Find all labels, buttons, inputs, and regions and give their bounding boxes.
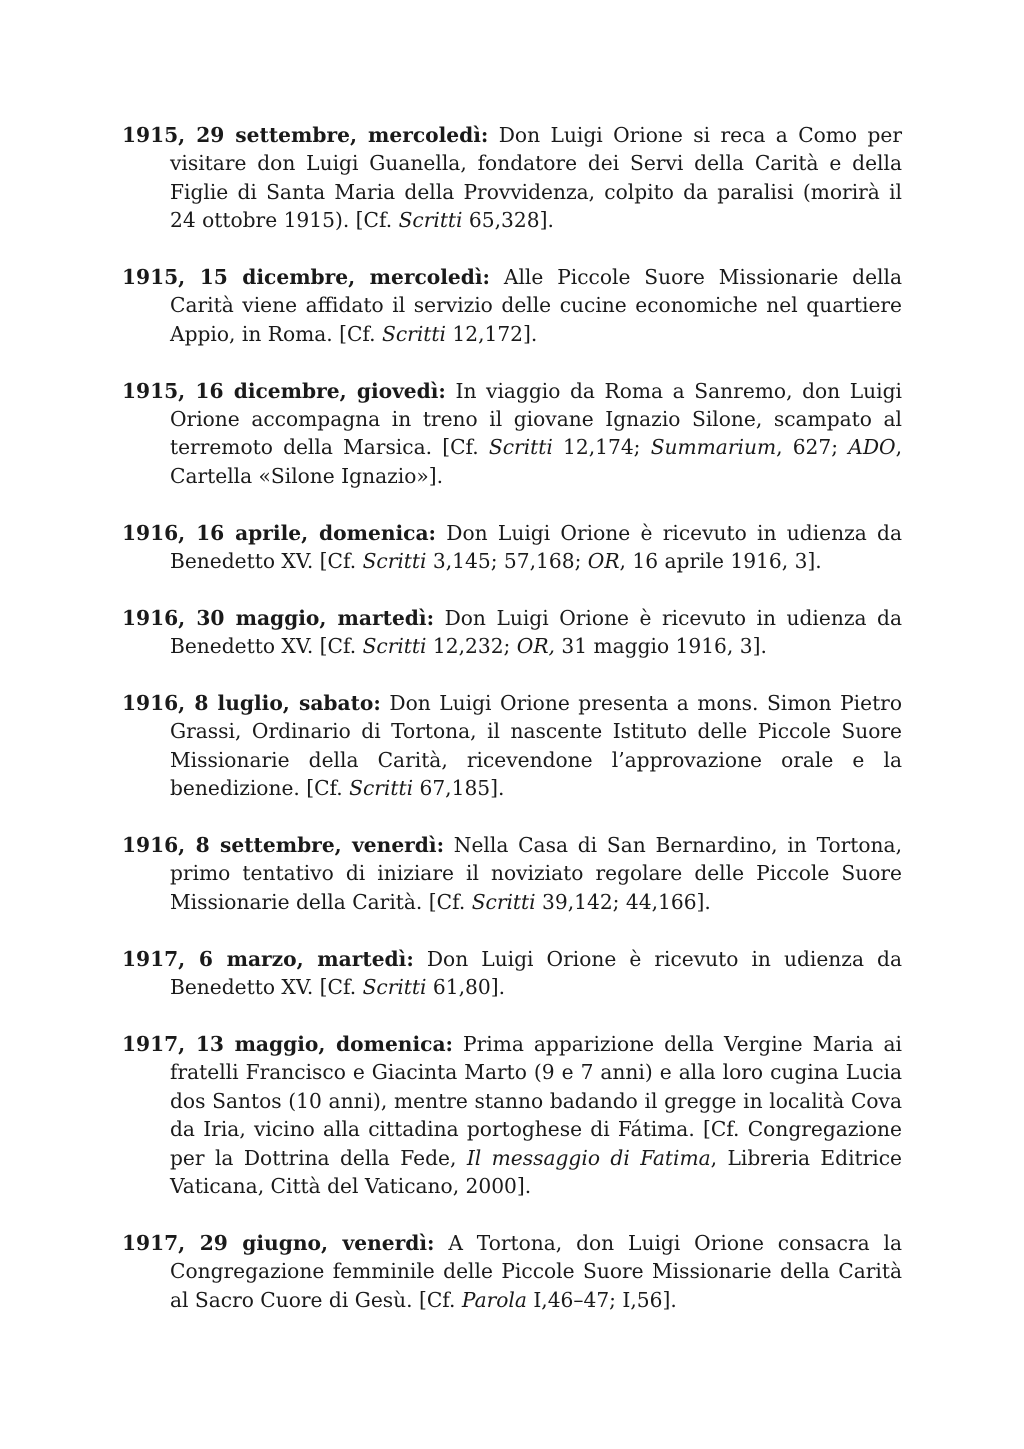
entry-date: 1917, 29 giugno, venerdì: [122,1230,435,1255]
entry-date: 1916, 8 settembre, venerdì: [122,833,445,858]
entry-date: 1915, 16 dicembre, giovedì: [122,378,446,403]
chronology-entry-10: 1917, 29 giugno, venerdì: A Tortona, don Luigi Orione consacra la Congregazione femminile delle Piccole Suore Missionarie della Carità al Sacro Cuore di Gesù. [Cf. Parola I,46–47; I,56]. [122,1230,903,1312]
entry-date: 1917, 6 marzo, martedì: [122,946,414,971]
entry-date: 1916, 30 maggio, martedì: [122,605,435,630]
chronology-entry-8: 1917, 6 marzo, martedì: Don Luigi Orione è ricevuto in udienza da Benedetto XV. [Cf. Scritti 61,80]. [122,946,902,1000]
chronology-entry-9: 1917, 13 maggio, domenica: Prima apparizione della Vergine Maria ai fratelli Francisco e Giacinta Marto (9 e 7 anni) e alla loro cugina Lucia dos Santos (10 anni), mentre stanno badando il gregge in località Cova da Iria, vicino alla cittadina portoghese di Fátima. [Cf. Congregazione per la Dottrina della Fede, Il messaggio di Fatima, Libreria Editrice Vaticana, Città del Vaticano, 2000]. [122,1031,903,1198]
chronology-entry-7: 1916, 8 settembre, venerdì: Nella Casa di San Bernardino, in Tortona, primo tentativo di iniziare il noviziato regolare delle Piccole Suore Missionarie della Carità. [Cf. Scritti 39,142; 44,166]. [122,833,902,914]
chronology-entry-2: 1915, 15 dicembre, mercoledì: Alle Piccole Suore Missionarie della Carità viene affidato il servizio delle cucine economiche nel quartiere Appio, in Roma. [Cf. Scritti 12,172]. [122,265,902,346]
chronology-entry-3: 1915, 16 dicembre, giovedì: In viaggio da Roma a Sanremo, don Luigi Orione accompagna in treno il giovane Ignazio Silone, scampato al terremoto della Marsica. [Cf. Scritti 12,174; Summarium, 627; ADO, Cartella «Silone Ignazio»]. [122,378,902,488]
entry-date: 1916, 16 aprile, domenica: [122,520,436,545]
chronology-entry-4: 1916, 16 aprile, domenica: Don Luigi Orione è ricevuto in udienza da Benedetto XV. [Cf. Scritti 3,145; 57,168; OR, 16 aprile 1916, 3]. [122,520,903,574]
chronology-entry-1: 1915, 29 settembre, mercoledì: Don Luigi Orione si reca a Como per visitare don Luigi Guanella, fondatore dei Servi della Carità e della Figlie di Santa Maria della Provvidenza, colpito da paralisi (morirà il 24 ottobre 1915). [Cf. Scritti 65,328]. [122,123,902,233]
chronology-entry-5: 1916, 30 maggio, martedì: Don Luigi Orione è ricevuto in udienza da Benedetto XV. [Cf. Scritti 12,232; OR, 31 maggio 1916, 3]. [122,605,902,659]
entry-date: 1917, 13 maggio, domenica: [122,1031,453,1056]
entry-date: 1916, 8 luglio, sabato: [122,691,381,716]
document-page [122,121,902,1342]
entry-date: 1915, 29 settembre, mercoledì: [122,123,489,147]
chronology-entry-6: 1916, 8 luglio, sabato: Don Luigi Orione presenta a mons. Simon Pietro Grassi, Ordinario di Tortona, il nascente Istituto delle Piccole Suore Missionarie della Carità, ricevendone l’approvazione orale e la benedizione. [Cf. Scritti 67,185]. [122,691,902,801]
entry-date: 1915, 15 dicembre, mercoledì: [122,265,491,290]
